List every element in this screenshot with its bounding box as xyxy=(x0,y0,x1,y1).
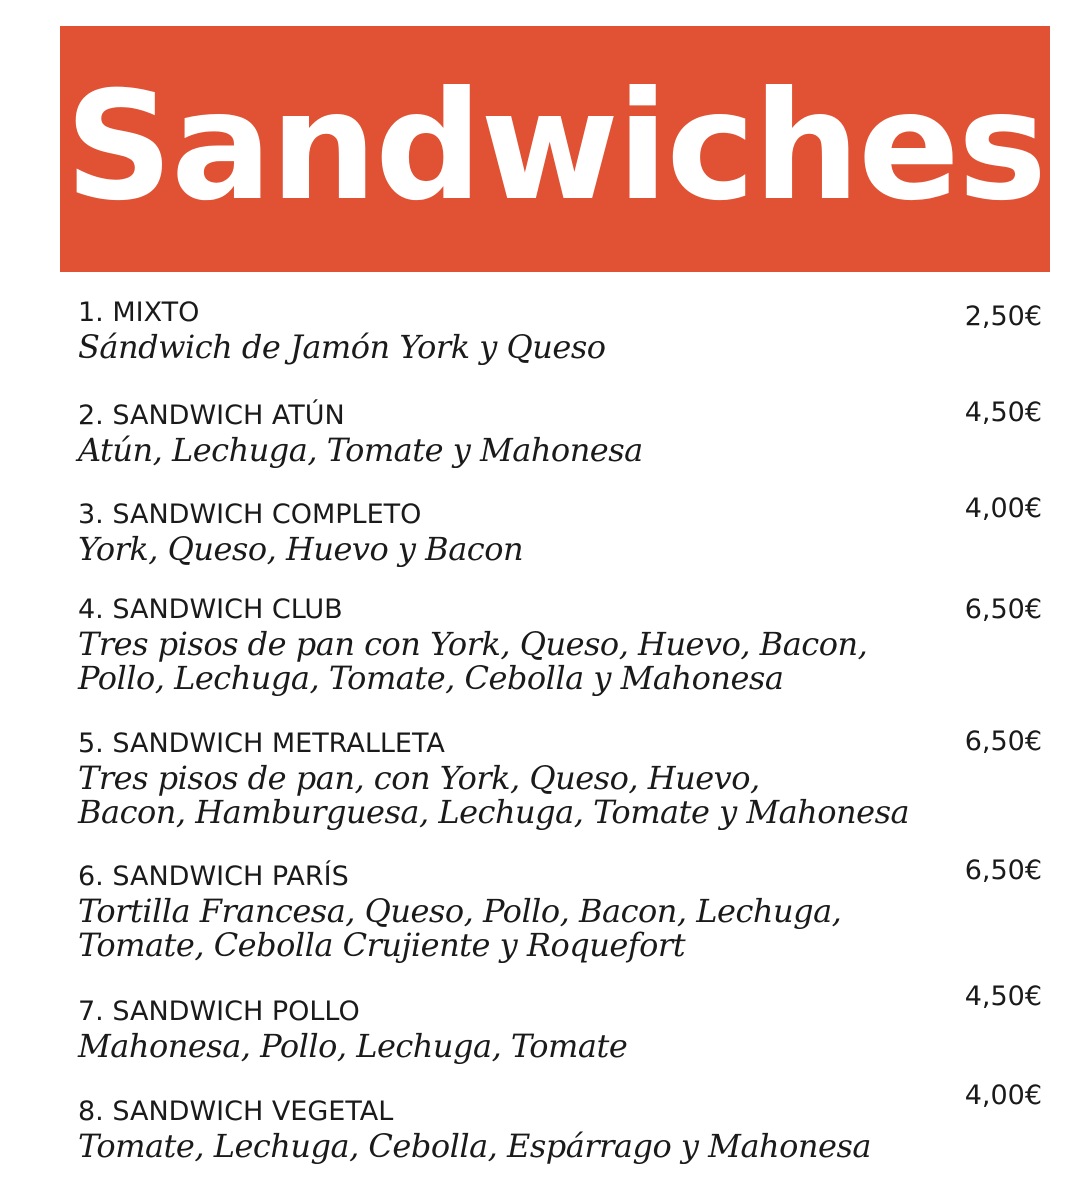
item-name: 5. SANDWICH METRALLETA xyxy=(78,728,445,759)
item-price: 4,00€ xyxy=(964,493,1042,524)
item-description: York, Queso, Huevo y Bacon xyxy=(78,530,524,568)
item-price: 4,00€ xyxy=(964,1080,1042,1111)
item-description: Pollo, Lechuga, Tomate, Cebolla y Mahonesa xyxy=(78,659,784,697)
item-name: 4. SANDWICH CLUB xyxy=(78,594,343,625)
item-name: 2. SANDWICH ATÚN xyxy=(78,400,345,431)
menu-item xyxy=(78,995,1048,1063)
menu-item xyxy=(78,1095,1048,1163)
item-name: 8. SANDWICH VEGETAL xyxy=(78,1096,394,1127)
menu-item xyxy=(78,399,1048,467)
menu-item xyxy=(78,498,1048,566)
menu-item xyxy=(78,296,1048,364)
item-description: Tres pisos de pan, con York, Queso, Huevo, xyxy=(78,759,760,797)
item-description: Tres pisos de pan con York, Queso, Huevo, Bacon, xyxy=(78,625,868,663)
item-name: 3. SANDWICH COMPLETO xyxy=(78,499,422,530)
menu-item xyxy=(78,727,1048,829)
item-name: 7. SANDWICH POLLO xyxy=(78,996,360,1027)
item-description: Mahonesa, Pollo, Lechuga, Tomate xyxy=(78,1027,628,1065)
item-description: Tortilla Francesa, Queso, Pollo, Bacon, Lechuga, xyxy=(78,892,842,930)
item-price: 2,50€ xyxy=(964,301,1042,332)
item-price: 6,50€ xyxy=(964,594,1042,625)
menu-item xyxy=(78,860,1048,962)
item-name: 1. MIXTO xyxy=(78,297,200,328)
item-name: 6. SANDWICH PARÍS xyxy=(78,861,349,892)
item-price: 6,50€ xyxy=(964,855,1042,886)
menu-item xyxy=(78,593,1048,695)
item-description: Bacon, Hamburguesa, Lechuga, Tomate y Mahonesa xyxy=(78,793,910,831)
item-description: Atún, Lechuga, Tomate y Mahonesa xyxy=(78,431,643,469)
item-description: Tomate, Lechuga, Cebolla, Espárrago y Mahonesa xyxy=(78,1127,871,1165)
title-banner xyxy=(60,26,1050,272)
item-description: Sándwich de Jamón York y Queso xyxy=(78,328,606,366)
item-price: 6,50€ xyxy=(964,726,1042,757)
item-description: Tomate, Cebolla Crujiente y Roquefort xyxy=(78,926,686,964)
item-price: 4,50€ xyxy=(964,981,1042,1012)
page-title: Sandwiches xyxy=(64,60,1046,234)
item-price: 4,50€ xyxy=(964,397,1042,428)
